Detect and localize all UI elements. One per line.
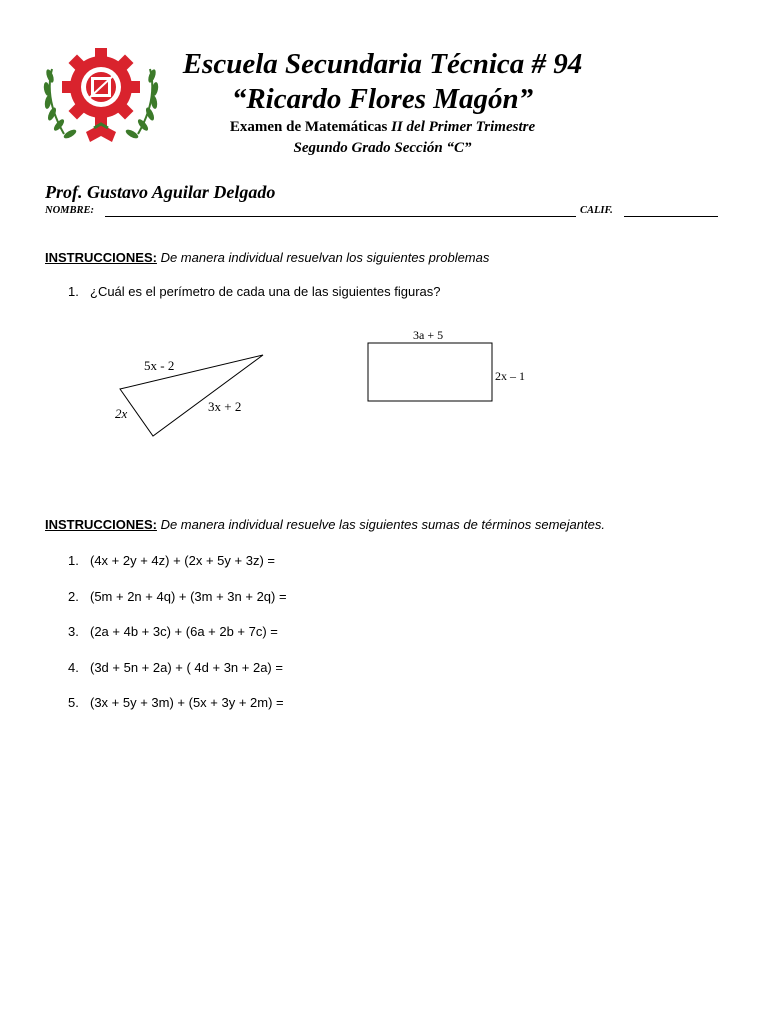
problem-number: 4. [68,660,79,675]
problem-number: 3. [68,624,79,639]
question-1-number: 1. [68,284,79,299]
school-logo [42,44,160,148]
ribbon-icon [86,124,116,142]
problem-item [68,624,278,639]
exam-title [160,119,605,136]
exam-title-suffix: del Primer Trimestre [402,119,536,135]
problem-expression: (3d + 5n + 2a) + ( 4d + 3n + 2a) = [90,660,283,675]
student-info-row [45,205,720,221]
problem-item [68,589,287,604]
triangle-label-left: 2x [115,406,128,421]
problem-item [68,553,275,568]
problem-item [68,660,283,675]
problem-expression: (5m + 2n + 4q) + (3m + 3n + 2q) = [90,589,287,604]
grade-field[interactable] [624,216,718,217]
instructions-2 [45,517,605,532]
rectangle-label-right: 2x – 1 [495,369,525,383]
instructions-1 [45,250,489,265]
instructions-1-text: De manera individual resuelvan los siguientes problemas [160,250,490,265]
problem-number: 1. [68,553,79,568]
instructions-2-heading: INSTRUCCIONES: [45,517,157,532]
problem-item [68,695,284,710]
teacher-name: Prof. Gustavo Aguilar Delgado [45,182,276,202]
rectangle-label-top: 3a + 5 [413,328,444,342]
school-name: “Ricardo Flores Magón” [231,83,534,115]
problem-expression: (2a + 4b + 3c) + (6a + 2b + 7c) = [90,624,278,639]
triangle-label-right: 3x + 2 [208,399,242,414]
exam-title-roman: II [391,119,403,135]
exam-title-prefix: Examen de Matemáticas [229,119,392,135]
problem-expression: (3x + 5y + 3m) + (5x + 3y + 2m) = [90,695,284,710]
grade-section: Segundo Grado Sección “C” [293,140,472,156]
triangle-label-top: 5x - 2 [144,358,175,373]
figures [100,320,540,450]
name-label: NOMBRE: [45,205,95,216]
gear-icon [62,48,140,126]
rectangle-figure [368,343,492,401]
instructions-1-heading: INSTRUCCIONES: [45,250,157,265]
problem-expression: (4x + 2y + 4z) + (2x + 5y + 3z) = [90,553,275,568]
problem-number: 5. [68,695,79,710]
triangle-figure [120,355,263,436]
problem-number: 2. [68,589,79,604]
instructions-2-text: De manera individual resuelve las siguientes sumas de términos semejantes. [160,517,605,532]
grade-label: CALIF. [580,205,613,216]
school-title: Escuela Secundaria Técnica # 94 [182,48,583,80]
name-field[interactable] [105,216,576,217]
question-1 [68,284,440,299]
question-1-text: ¿Cuál es el perímetro de cada una de las siguientes figuras? [90,284,441,299]
